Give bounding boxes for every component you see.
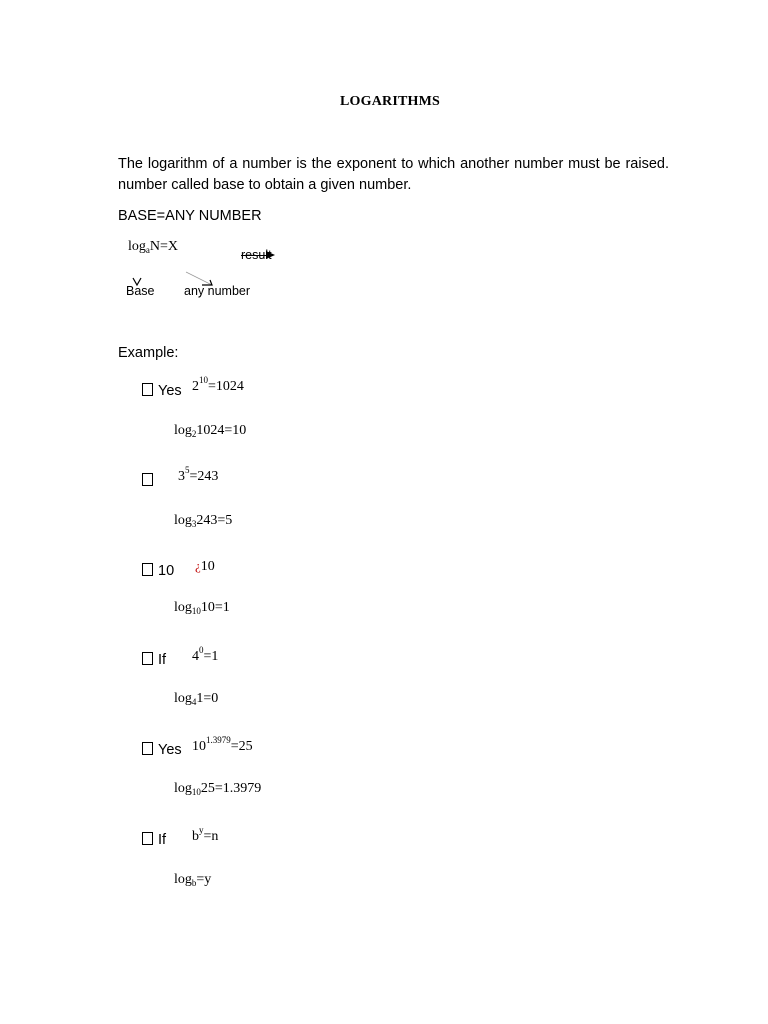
example-3-log <box>174 600 230 616</box>
eq-result: =n <box>203 829 219 844</box>
any-number-label: any number <box>184 284 251 298</box>
log-word: log <box>174 423 192 438</box>
log-word: log <box>174 513 192 528</box>
example-6-equation <box>192 825 219 845</box>
log-result: =y <box>196 872 212 887</box>
base-definition: BASE=ANY NUMBER <box>118 208 262 224</box>
example-5-log <box>174 781 261 797</box>
example-1-log <box>174 423 246 439</box>
example-1-label: Yes <box>158 383 182 399</box>
base-label: Base <box>126 284 155 298</box>
example-3-bullet <box>142 563 174 579</box>
eq-exponent: 1.3979 <box>206 735 231 745</box>
intro-line-2: number called base to obtain a given number. <box>118 177 412 193</box>
eq-result: =25 <box>230 739 253 754</box>
bullet-box-icon <box>142 742 153 755</box>
example-2-equation <box>178 465 219 485</box>
log-result: 1=0 <box>196 691 219 706</box>
log-base: 10 <box>191 787 201 797</box>
log-result: 25=1.3979 <box>200 781 262 796</box>
eq-exponent: 5 <box>185 465 190 475</box>
example-6-log <box>174 872 211 888</box>
eq-result: =1024 <box>208 379 244 394</box>
example-2-bullet <box>142 473 158 489</box>
log-result: 1024=10 <box>196 423 247 438</box>
bullet-box-icon <box>142 832 153 845</box>
example-5-equation <box>192 735 253 755</box>
bullet-box-icon <box>142 652 153 665</box>
eq-base: 10 <box>192 739 206 754</box>
eq-base: 4 <box>192 649 199 664</box>
log-formula-rest: N=X <box>149 239 179 254</box>
example-heading: Example: <box>118 345 179 361</box>
log-base: b <box>191 878 197 888</box>
eq-base: 2 <box>192 379 199 394</box>
bullet-box-icon <box>142 473 153 486</box>
example-1-equation <box>192 375 244 395</box>
example-4-label: If <box>158 652 167 668</box>
example-1-bullet <box>142 383 182 399</box>
eq-result: =1 <box>203 649 219 664</box>
log-base: 2 <box>191 429 197 439</box>
document-title: LOGARITHMS <box>339 94 440 109</box>
log-word: log <box>174 781 192 796</box>
log-base: 4 <box>191 697 197 707</box>
example-4-bullet <box>142 652 166 668</box>
eq-base: b <box>192 829 199 844</box>
log-base: 3 <box>191 519 197 529</box>
intro-line-1: The logarithm of a number is the exponent to which another number must be raised. <box>118 156 669 172</box>
log-word: log <box>174 872 192 887</box>
eq-result: 10 <box>200 559 215 574</box>
log-word: log <box>174 691 192 706</box>
example-4-log <box>174 691 218 707</box>
example-6-label: If <box>158 832 167 848</box>
log-word: log <box>174 600 192 615</box>
log-result: 243=5 <box>196 513 233 528</box>
eq-exponent: 10 <box>199 375 208 385</box>
log-base-sub: a <box>145 245 150 255</box>
log-base: 10 <box>191 606 201 616</box>
example-4-equation <box>192 645 219 665</box>
eq-base: 3 <box>178 469 185 484</box>
log-word: log <box>128 239 146 254</box>
example-6-bullet <box>142 832 166 848</box>
eq-result: =243 <box>189 469 219 484</box>
eq-exponent: 0 <box>199 645 204 655</box>
bullet-box-icon <box>142 563 153 576</box>
example-5-bullet <box>142 742 182 758</box>
example-3-equation <box>195 558 215 575</box>
bullet-box-icon <box>142 383 153 396</box>
eq-exponent: y <box>199 825 204 835</box>
eq-special-char: ¿ <box>195 558 201 573</box>
example-2-log <box>174 513 232 529</box>
example-3-label: 10 <box>158 563 175 579</box>
result-label: result <box>241 248 272 262</box>
log-result: 10=1 <box>200 600 230 615</box>
example-5-label: Yes <box>158 742 182 758</box>
